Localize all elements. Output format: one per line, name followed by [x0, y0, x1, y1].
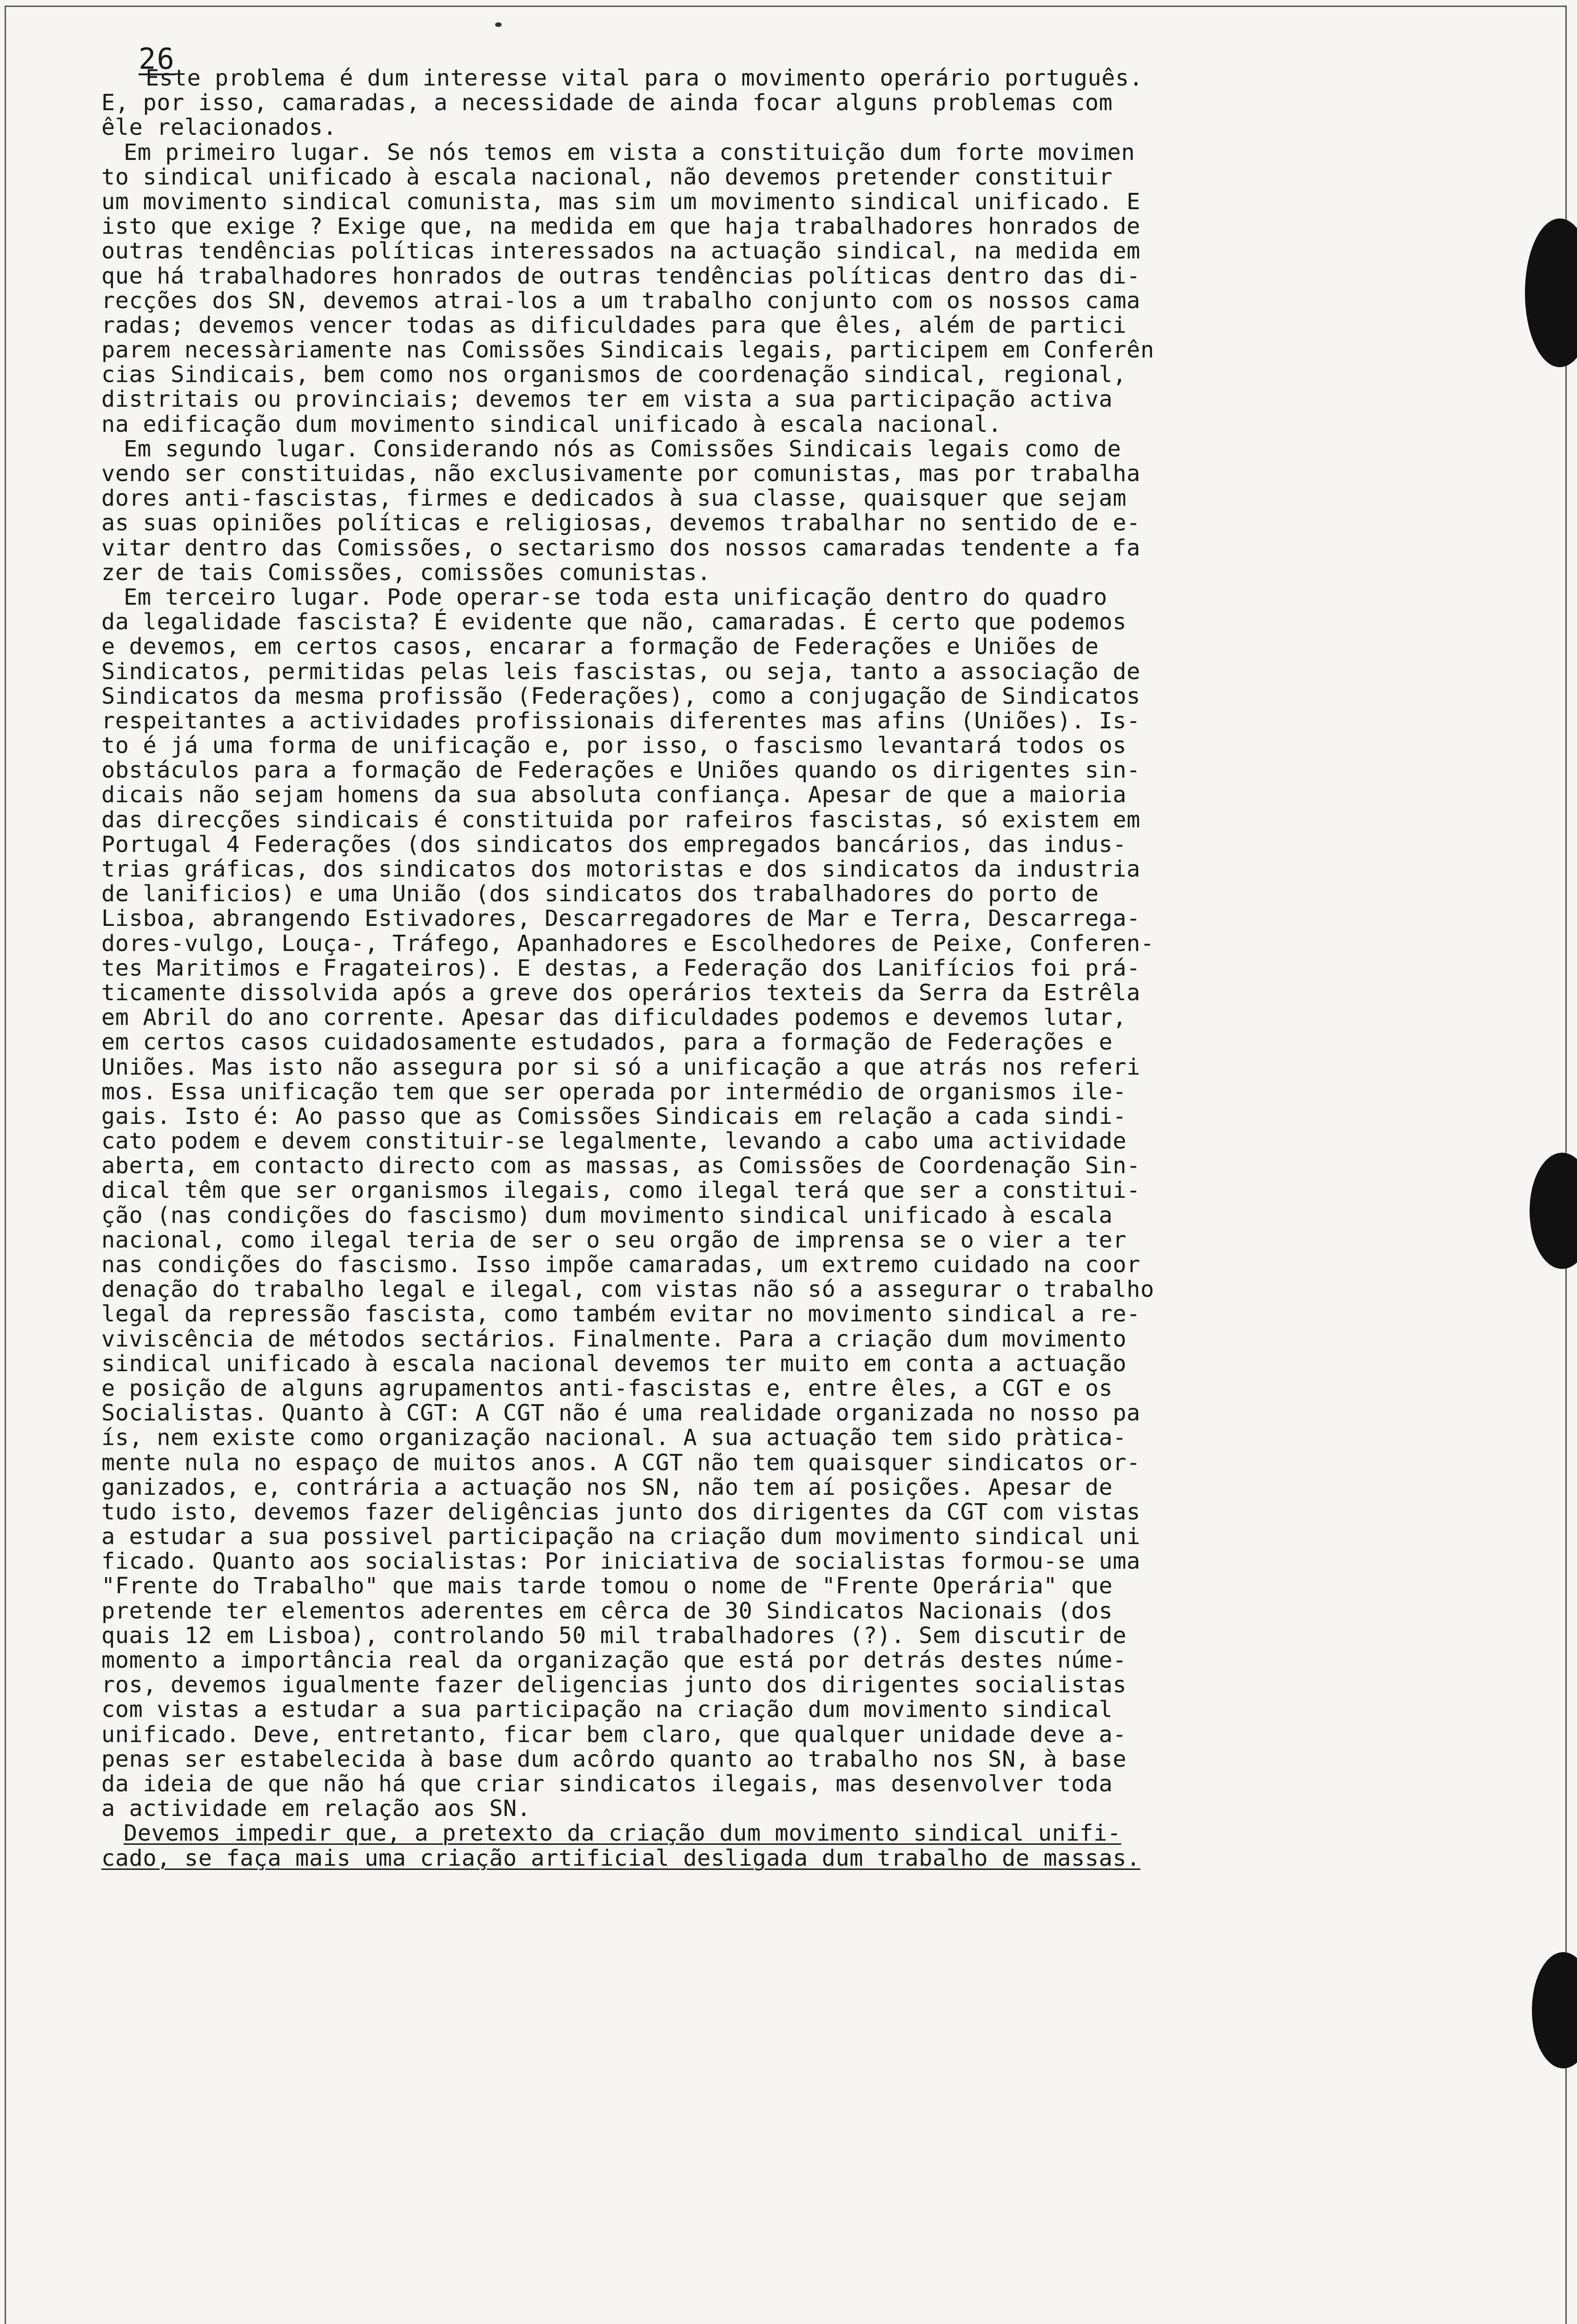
text-line: ticamente dissolvida após a greve dos operários texteis da Serra da Estrêla [101, 979, 1140, 1006]
text-line: ros, devemos igualmente fazer deligencias junto dos dirigentes socialistas [101, 1672, 1127, 1698]
text-line: tes Maritimos e Fragateiros). E destas, a Federação dos Lanifícios foi prá- [101, 955, 1140, 981]
text-line: sindical unificado à escala nacional devemos ter muito em conta a actuação [101, 1350, 1127, 1377]
text-line: ção (nas condições do fascismo) dum movimento sindical unificado à escala [101, 1202, 1113, 1228]
text-line: isto que exige ? Exige que, na medida em que haja trabalhadores honrados de [101, 213, 1140, 240]
text-line: distritais ou provinciais; devemos ter em vista a sua participação activa [101, 386, 1113, 413]
text-line: dical têm que ser organismos ilegais, como ilegal terá que ser a constitui- [101, 1177, 1140, 1204]
document-body [101, 66, 1487, 1871]
text-line: momento a importância real da organização que está por detrás destes núme- [101, 1647, 1127, 1673]
text-line: vendo ser constituidas, não exclusivamente por comunistas, mas por trabalha [101, 461, 1140, 487]
text-line: "Frente do Trabalho" que mais tarde tomou o nome de "Frente Operária" que [101, 1573, 1113, 1599]
text-line: da ideia de que não há que criar sindicatos ilegais, mas desenvolver toda [101, 1770, 1113, 1797]
text-line: Uniões. Mas isto não assegura por si só a unificação a que atrás nos referi [101, 1054, 1140, 1080]
text-line: nas condições do fascismo. Isso impõe camaradas, um extremo cuidado na coor [101, 1252, 1140, 1278]
text-line: unificado. Deve, entretanto, ficar bem claro, que qualquer unidade deve a- [101, 1721, 1127, 1748]
text-line: dores-vulgo, Louça-, Tráfego, Apanhadores e Escolhedores de Peixe, Conferen- [101, 930, 1154, 957]
text-line: Em terceiro lugar. Pode operar-se toda esta unificação dentro do quadro [124, 584, 1107, 610]
text-line: dores anti-fascistas, firmes e dedicados à sua classe, quaisquer que sejam [101, 485, 1127, 512]
text-line: Sindicatos, permitidas pelas leis fascistas, ou seja, tanto a associação de [101, 658, 1140, 685]
text-line: na edificação dum movimento sindical unificado à escala nacional. [101, 411, 1002, 437]
text-line: Portugal 4 Federações (dos sindicatos dos empregados bancários, das indus- [101, 831, 1127, 858]
text-line: dicais não sejam homens da sua absoluta confiança. Apesar de que a maioria [101, 782, 1127, 808]
text-line: um movimento sindical comunista, mas sim um movimento sindical unificado. E [101, 188, 1140, 215]
text-line: Em primeiro lugar. Se nós temos em vista a constituição dum forte movimen [124, 139, 1135, 165]
text-line: tudo isto, devemos fazer deligências junto dos dirigentes da CGT com vistas [101, 1499, 1140, 1525]
text-line: das direcções sindicais é constituida por rafeiros fascistas, só existem em [101, 806, 1140, 833]
text-line: penas ser estabelecida à base dum acôrdo quanto ao trabalho nos SN, à base [101, 1746, 1127, 1772]
text-line: a estudar a sua possivel participação na criação dum movimento sindical uni [101, 1524, 1140, 1550]
text-line: zer de tais Comissões, comissões comunistas. [101, 559, 711, 586]
text-line: e devemos, em certos casos, encarar a formação de Federações e Uniões de [101, 634, 1099, 660]
text-line: gais. Isto é: Ao passo que as Comissões Sindicais em relação a cada sindi- [101, 1103, 1127, 1129]
text-line: cato podem e devem constituir-se legalmente, levando a cabo uma actividade [101, 1128, 1127, 1155]
text-line: vitar dentro das Comissões, o sectarismo dos nossos camaradas tendente a fa [101, 535, 1140, 561]
text-line: ficado. Quanto aos socialistas: Por iniciativa de socialistas formou-se uma [101, 1548, 1140, 1575]
text-line: viviscência de métodos sectários. Finalmente. Para a criação dum movimento [101, 1326, 1127, 1352]
text-line: E, por isso, camaradas, a necessidade de ainda focar alguns problemas com [101, 90, 1113, 116]
text-line: cado, se faça mais uma criação artificial desligada dum trabalho de massas. [101, 1845, 1140, 1871]
text-line: Socialistas. Quanto à CGT: A CGT não é uma realidade organizada no nosso pa [101, 1400, 1140, 1426]
text-line: Em segundo lugar. Considerando nós as Comissões Sindicais legais como de [124, 436, 1121, 462]
text-line: ganizados, e, contrária a actuação nos SN, não tem aí posições. Apesar de [101, 1474, 1113, 1500]
text-line: de lanificios) e uma União (dos sindicatos dos trabalhadores do porto de [101, 881, 1099, 907]
text-line: radas; devemos vencer todas as dificuldades para que êles, além de partici [101, 312, 1127, 338]
text-line: mente nula no espaço de muitos anos. A CGT não tem quaisquer sindicatos or- [101, 1449, 1140, 1476]
text-line: recções dos SN, devemos atrai-los a um trabalho conjunto com os nossos cama [101, 287, 1140, 314]
text-line: em Abril do ano corrente. Apesar das dificuldades podemos e devemos lutar, [101, 1004, 1127, 1031]
text-line: obstáculos para a formação de Federações e Uniões quando os dirigentes sin- [101, 757, 1140, 784]
text-line: Sindicatos da mesma profissão (Federações), como a conjugação de Sindicatos [101, 683, 1140, 709]
text-line: em certos casos cuidadosamente estudados, para a formação de Federações e [101, 1029, 1113, 1056]
text-line: denação do trabalho legal e ilegal, com vistas não só a assegurar o trabalho [101, 1276, 1154, 1303]
text-line: Devemos impedir que, a pretexto da criação dum movimento sindical unifi- [124, 1820, 1121, 1847]
text-line: outras tendências políticas interessados na actuação sindical, na medida em [101, 238, 1140, 264]
text-line: com vistas a estudar a sua participação na criação dum movimento sindical [101, 1697, 1113, 1723]
text-line: as suas opiniões políticas e religiosas, devemos trabalhar no sentido de e- [101, 510, 1140, 536]
text-line: legal da repressão fascista, como também evitar no movimento sindical a re- [101, 1301, 1140, 1327]
text-line: Este problema é dum interesse vital para o movimento operário português. [146, 65, 1143, 91]
text-line: quais 12 em Lisboa), controlando 50 mil trabalhadores (?). Sem discutir de [101, 1622, 1127, 1649]
ink-speck [495, 22, 502, 27]
text-line: a actividade em relação aos SN. [101, 1796, 531, 1822]
text-line: to sindical unificado à escala nacional, não devemos pretender constituir [101, 164, 1113, 190]
text-line: trias gráficas, dos sindicatos dos motoristas e dos sindicatos da industria [101, 856, 1140, 882]
text-line: cias Sindicais, bem como nos organismos de coordenação sindical, regional, [101, 362, 1127, 388]
text-line: mos. Essa unificação tem que ser operada por intermédio de organismos ile- [101, 1078, 1127, 1105]
text-line: da legalidade fascista? É evidente que não, camaradas. É certo que podemos [101, 609, 1127, 635]
text-line: pretende ter elementos aderentes em cêrca de 30 Sindicatos Nacionais (dos [101, 1598, 1113, 1624]
text-line: Lisboa, abrangendo Estivadores, Descarregadores de Mar e Terra, Descarrega- [101, 905, 1140, 932]
text-line: aberta, em contacto directo com as massas, as Comissões de Coordenação Sin- [101, 1153, 1140, 1179]
text-line: e posição de alguns agrupamentos anti-fascistas e, entre êles, a CGT e os [101, 1375, 1113, 1401]
text-line: nacional, como ilegal teria de ser o seu orgão de imprensa se o vier a ter [101, 1227, 1127, 1253]
text-line: parem necessàriamente nas Comissões Sindicais legais, participem em Conferên [101, 337, 1154, 363]
text-line: respeitantes a actividades profissionais diferentes mas afins (Uniões). Is- [101, 707, 1140, 734]
text-line: ís, nem existe como organização nacional. A sua actuação tem sido pràtica- [101, 1425, 1127, 1451]
text-line: êle relacionados. [101, 114, 337, 141]
text-line: to é já uma forma de unificação e, por isso, o fascismo levantará todos os [101, 733, 1127, 759]
text-line: que há trabalhadores honrados de outras tendências políticas dentro das di- [101, 263, 1140, 289]
page-number: 26 [139, 42, 175, 76]
